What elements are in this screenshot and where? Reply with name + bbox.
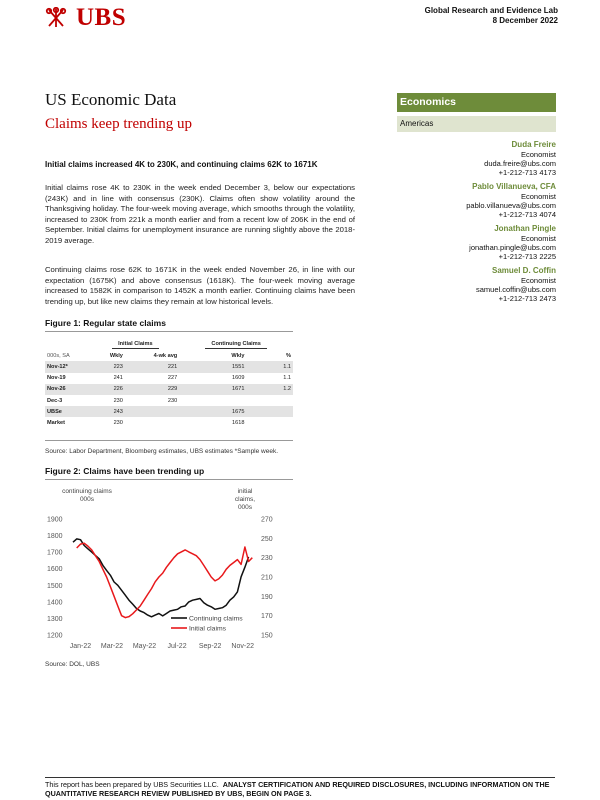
cell: 1.1: [246, 361, 293, 372]
cell: [179, 395, 246, 406]
analyst-name: Pablo Villanueva, CFA: [472, 182, 556, 191]
analyst-role: Economist: [520, 276, 556, 285]
analyst-list: [466, 139, 556, 307]
row-label: Nov-19: [47, 375, 66, 382]
analyst-name: Duda Freire: [511, 140, 556, 149]
analyst-phone: +1-212-713 2225: [498, 252, 556, 261]
header-meta: [425, 6, 558, 26]
figure-2-rule: [45, 479, 293, 480]
section-banner: Economics: [397, 93, 556, 112]
analyst-email[interactable]: pablo.villanueva@ubs.com: [466, 201, 556, 210]
footer-prepared: This report has been prepared by UBS Securities LLC.: [45, 780, 219, 789]
table-group-header-row: [45, 339, 293, 350]
figure-2-title: Figure 2: Claims have been trending up: [45, 466, 205, 476]
column-header: 000s, SA: [47, 352, 70, 359]
initial-claims-line: [77, 543, 253, 617]
analyst-role: Economist: [520, 150, 556, 159]
right-tick-label: 170: [261, 613, 273, 621]
legend-label-initial: Initial claims: [189, 625, 227, 633]
left-tick-label: 1700: [47, 549, 63, 557]
right-axis-label: initial: [237, 488, 253, 495]
left-tick-label: 1500: [47, 582, 63, 590]
cell: [246, 417, 293, 428]
claims-table: [45, 339, 293, 429]
left-axis-label: continuing claims: [62, 488, 112, 495]
x-tick-label: Jan-22: [69, 643, 92, 650]
row-label: Dec-3: [47, 397, 63, 404]
x-tick-label: Nov-22: [231, 643, 255, 650]
table-row: [45, 361, 293, 372]
footer-disclosure: ANALYST CERTIFICATION AND REQUIRED DISCLOSURES, INCLUDING INFORMATION ON THE QUANTITATIVE RESEARCH REVIEW PUBLISHED BY UBS, BEGIN ON PAGE 3.: [45, 780, 550, 798]
body-paragraph-2: Continuing claims rose 62K to 1671K in the week ended November 26, in line with our expectation (1675K) and above consensus (1618K). The four-week moving average increased to 1582K in comparison to 1452K a month earlier. Continuing claims have been trending up, but like new claims they remain at low historical levels.: [45, 265, 355, 306]
analyst-card: [466, 139, 556, 177]
cell: 229: [125, 384, 179, 395]
figure-1-bottom-rule: [45, 440, 293, 441]
body-paragraph-1: Initial claims rose 4K to 230K in the week ended December 3, below our expectations (243K) and in line with consensus (230K). Claims often show volatility around the Thanksgiving holiday. The four-week moving average, which smooths through the volatility, increased to 230K from 221k a month earlier and from a recent low of 206K in the end of September. Initial claims for unemployment insurance are running slightly above the 2018-2019 average.: [45, 183, 355, 245]
figure-1-source: Source: Labor Department, Bloomberg estimates, UBS estimates *Sample week.: [45, 448, 279, 455]
table-column-header-row: [45, 350, 293, 361]
cell: [246, 406, 293, 417]
x-tick-label: Sep-22: [198, 643, 222, 650]
cell: [125, 406, 179, 417]
analyst-phone: +1-212-713 4173: [498, 168, 556, 177]
page-title: US Economic Data: [45, 90, 177, 109]
cell: 230: [113, 419, 123, 426]
column-header: 4-wk avg: [153, 352, 178, 359]
cell: 1618: [232, 419, 245, 426]
cell: 221: [125, 361, 179, 372]
table-row: [45, 417, 293, 428]
analyst-role: Economist: [520, 234, 556, 243]
left-tick-label: 1200: [47, 632, 63, 640]
table-row: [45, 373, 293, 384]
analyst-email[interactable]: samuel.coffin@ubs.com: [475, 285, 556, 294]
ubs-keys-icon: [42, 7, 70, 29]
analyst-role: Economist: [520, 192, 556, 201]
right-axis-label: 000s: [237, 504, 253, 511]
column-header: %: [286, 352, 291, 359]
right-tick-label: 210: [261, 574, 273, 582]
continuing-claims-line: [73, 539, 249, 617]
logo-text: UBS: [76, 4, 127, 31]
lead-heading: Initial claims increased 4K to 230K, and continuing claims 62K to 1671K: [45, 160, 318, 169]
report-date: 8 December 2022: [492, 16, 558, 25]
cell: 230: [167, 397, 178, 404]
table-row: [45, 384, 293, 395]
page-subtitle: Claims keep trending up: [45, 116, 193, 132]
column-header: Wkly: [109, 352, 123, 359]
analyst-card: [466, 223, 556, 261]
row-label: Nov-26: [45, 384, 91, 395]
footer-rule: [45, 777, 555, 778]
left-axis-label: 000s: [79, 496, 95, 503]
cell: 1671: [179, 384, 246, 395]
table-row: [45, 406, 293, 417]
cell: [125, 417, 179, 428]
x-tick-label: May-22: [132, 643, 157, 650]
table-row: [45, 395, 293, 406]
left-tick-label: 1900: [47, 516, 63, 524]
figure-2-source: Source: DOL, UBS: [45, 661, 100, 668]
row-label: Nov-12*: [45, 361, 91, 372]
cell: 223: [91, 361, 124, 372]
cell: [246, 395, 293, 406]
cell: 1.2: [246, 384, 293, 395]
analyst-phone: +1-212-713 4074: [498, 210, 556, 219]
cell: 1551: [179, 361, 246, 372]
column-header: Wkly: [231, 352, 245, 359]
analyst-email[interactable]: jonathan.pingle@ubs.com: [469, 243, 556, 252]
region-banner: Americas: [397, 116, 556, 132]
analyst-email[interactable]: duda.freire@ubs.com: [484, 159, 556, 168]
left-tick-label: 1600: [47, 566, 63, 574]
cell: 1675: [179, 406, 246, 417]
cell: 1.1: [283, 375, 291, 382]
right-tick-label: 190: [261, 593, 273, 601]
right-tick-label: 270: [261, 516, 273, 524]
analyst-card: [466, 265, 556, 303]
group-header-continuing: Continuing Claims: [179, 339, 293, 350]
cell: 1609: [232, 375, 245, 382]
right-axis-label: claims,: [234, 496, 256, 503]
x-tick-label: Mar-22: [100, 643, 124, 650]
analyst-name: Samuel D. Coffin: [491, 266, 556, 275]
analyst-card: [466, 181, 556, 219]
figure-1-rule: [45, 331, 293, 332]
right-tick-label: 250: [261, 535, 273, 543]
row-label: Market: [47, 419, 66, 426]
legend-label-continuing: Continuing claims: [189, 615, 243, 623]
right-tick-label: 150: [261, 632, 273, 640]
cell: 243: [91, 406, 124, 417]
analyst-phone: +1-212-713 2473: [498, 294, 556, 303]
cell: 230: [113, 397, 123, 404]
research-unit: Global Research and Evidence Lab: [424, 6, 558, 15]
analyst-name: Jonathan Pingle: [494, 224, 556, 233]
left-tick-label: 1800: [47, 533, 63, 541]
cell: 227: [167, 375, 178, 382]
right-tick-label: 230: [261, 555, 273, 563]
row-label: UBSe: [45, 406, 91, 417]
ubs-logo: [42, 4, 126, 32]
claims-line-chart: [45, 482, 295, 660]
group-header-initial: Initial Claims: [91, 339, 179, 350]
footer: [45, 780, 560, 798]
left-tick-label: 1300: [47, 615, 63, 623]
cell: 241: [113, 375, 123, 382]
cell: 226: [91, 384, 124, 395]
figure-1-title: Figure 1: Regular state claims: [45, 318, 166, 328]
left-tick-label: 1400: [47, 599, 63, 607]
x-tick-label: Jul-22: [167, 643, 187, 650]
